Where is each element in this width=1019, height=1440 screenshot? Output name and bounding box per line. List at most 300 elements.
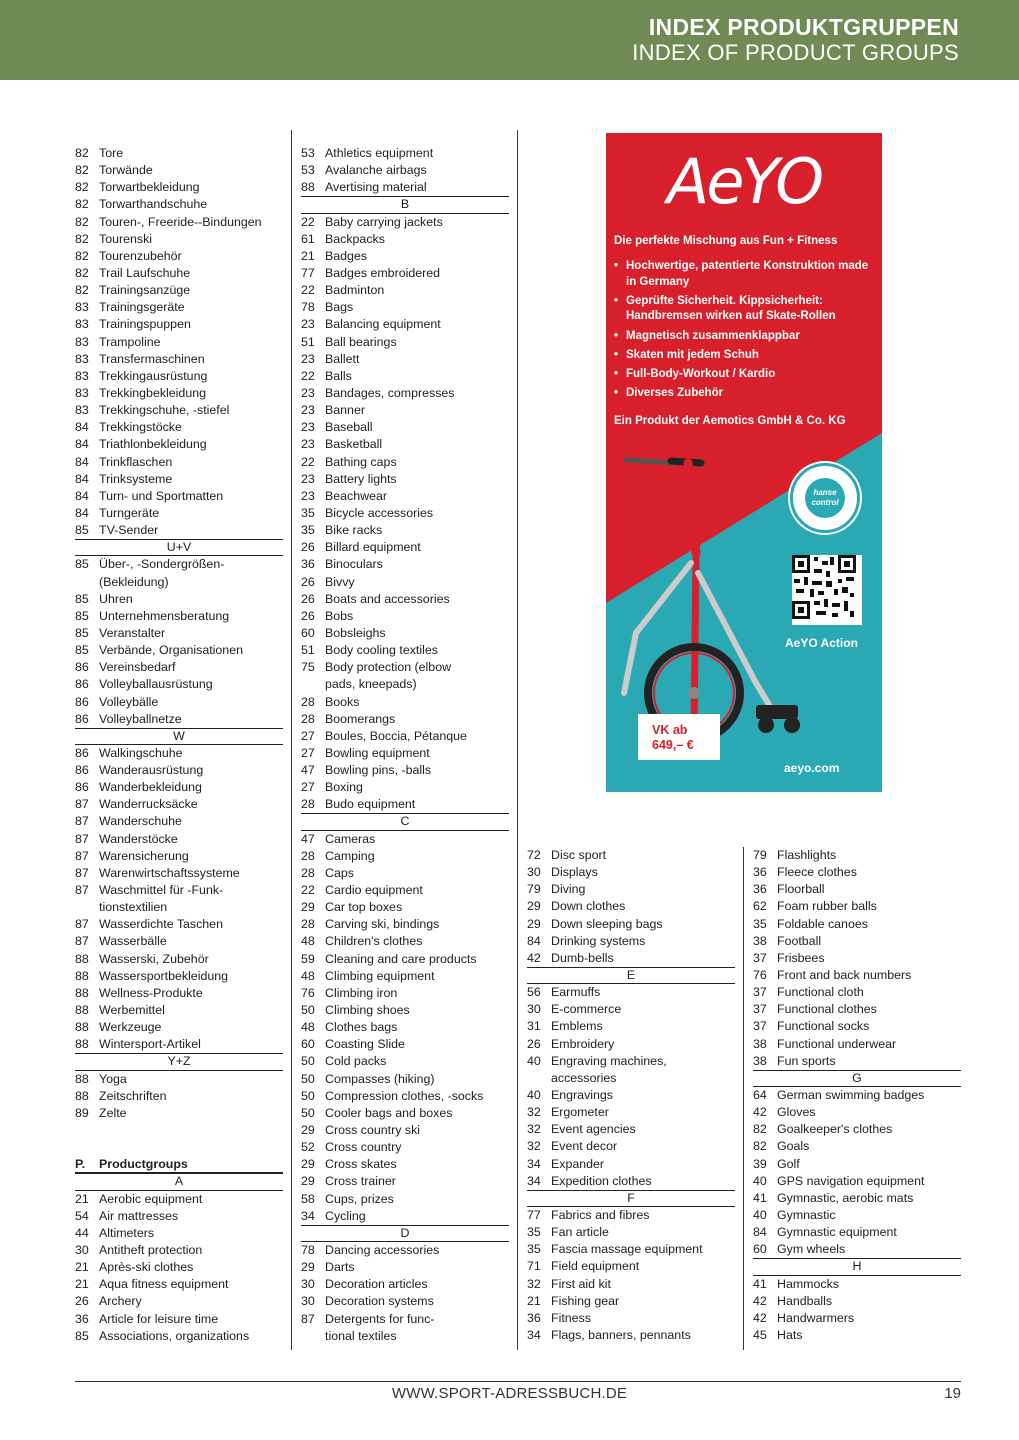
entry-page-number: 48 xyxy=(301,968,315,983)
index-entry xyxy=(301,231,509,248)
index-column-2 xyxy=(301,145,509,1345)
entry-label: Detergents for func- xyxy=(325,1311,435,1326)
entry-page-number: 27 xyxy=(301,728,315,743)
index-entry xyxy=(75,1191,283,1208)
entry-page-number: 85 xyxy=(75,557,89,572)
entry-page-number: 34 xyxy=(527,1156,541,1171)
entry-page-number: 29 xyxy=(527,899,541,914)
entry-label: Trekkingstöcke xyxy=(99,420,182,435)
index-entry xyxy=(75,1328,283,1345)
entry-label: Hammocks xyxy=(777,1276,839,1291)
entry-label: Basketball xyxy=(325,437,383,452)
entry-label: Warensicherung xyxy=(99,848,189,863)
index-entry xyxy=(75,813,283,830)
section-heading xyxy=(75,1156,283,1173)
entry-page-number: 82 xyxy=(75,248,89,263)
entry-label: Turngeräte xyxy=(99,505,160,520)
entry-page-number: 36 xyxy=(527,1310,541,1325)
entry-page-number: 38 xyxy=(753,1036,767,1051)
index-entry xyxy=(75,916,283,933)
entry-page-number: 79 xyxy=(527,882,541,897)
entry-label: Über-, -Sondergrößen- xyxy=(99,557,225,572)
entry-page-number: 37 xyxy=(753,950,767,965)
index-entry xyxy=(75,608,283,625)
entry-page-number: 51 xyxy=(301,334,315,349)
index-entry xyxy=(301,796,509,813)
entry-label: Dumb-bells xyxy=(551,950,614,965)
entry-label: Flags, banners, pennants xyxy=(551,1327,691,1342)
footer-website-link[interactable]: WWW.SPORT-ADRESSBUCH.DE xyxy=(391,1385,628,1402)
entry-page-number: 21 xyxy=(75,1260,89,1275)
index-entry xyxy=(753,1276,961,1293)
entry-label: Trainingsanzüge xyxy=(99,283,191,298)
index-entry xyxy=(753,881,961,898)
index-entry xyxy=(301,985,509,1002)
entry-page-number: 83 xyxy=(75,385,89,400)
index-entry xyxy=(753,1104,961,1121)
entry-page-number: 23 xyxy=(301,488,315,503)
index-entry xyxy=(527,1138,735,1155)
index-entry xyxy=(75,1105,283,1122)
entry-label: Volleyballnetze xyxy=(99,711,182,726)
entry-label: Zelte xyxy=(99,1105,127,1120)
index-entry xyxy=(527,1207,735,1224)
ad-bullet: • Full-Body-Workout / Kardio xyxy=(614,367,876,383)
entry-page-number: 77 xyxy=(527,1207,541,1222)
entry-page-number: 36 xyxy=(301,557,315,572)
entry-page-number: 35 xyxy=(527,1225,541,1240)
index-entry xyxy=(75,385,283,402)
index-entry xyxy=(75,951,283,968)
entry-label: Disc sport xyxy=(551,848,607,862)
index-entry xyxy=(301,1293,509,1310)
index-entry xyxy=(301,916,509,933)
entry-label: Balls xyxy=(325,368,352,383)
letter-divider: C xyxy=(301,813,509,830)
entry-page-number: 75 xyxy=(301,660,315,675)
entry-page-number: 84 xyxy=(75,471,89,486)
entry-label: Yoga xyxy=(99,1071,127,1086)
entry-label: Baby carrying jackets xyxy=(325,214,443,229)
entry-page-number: 60 xyxy=(301,625,315,640)
entry-label: Event decor xyxy=(551,1139,618,1154)
entry-page-number: 86 xyxy=(75,780,89,795)
section-number: P. xyxy=(75,1157,86,1172)
entry-label: Football xyxy=(777,933,822,948)
entry-label: Children's clothes xyxy=(325,934,423,949)
entry-label: Trainingsgeräte xyxy=(99,300,185,315)
index-entry xyxy=(75,968,283,985)
index-entry xyxy=(75,316,283,333)
entry-page-number: 28 xyxy=(301,797,315,812)
entry-label: Volleybälle xyxy=(99,694,159,709)
index-entry xyxy=(75,1036,283,1053)
ad-url-link[interactable]: aeyo.com xyxy=(784,761,840,775)
entry-page-number: 23 xyxy=(301,420,315,435)
entry-label: Fabrics and fibres xyxy=(551,1207,650,1222)
column-divider xyxy=(743,847,744,1350)
entry-page-number: 87 xyxy=(75,917,89,932)
entry-label: Flashlights xyxy=(777,848,837,862)
entry-page-number: 34 xyxy=(527,1173,541,1188)
entry-page-number: 86 xyxy=(75,745,89,760)
index-entry xyxy=(753,1053,961,1070)
entry-page-number: 28 xyxy=(301,917,315,932)
entry-page-number: 86 xyxy=(75,694,89,709)
entry-page-number: 23 xyxy=(301,403,315,418)
index-entry xyxy=(527,1156,735,1173)
entry-page-number: 82 xyxy=(75,163,89,178)
entry-label: Badminton xyxy=(325,283,385,298)
entry-label: Bags xyxy=(325,300,354,315)
aeyo-advertisement[interactable] xyxy=(606,133,882,792)
entry-label: Books xyxy=(325,694,360,709)
index-entry xyxy=(527,1258,735,1275)
spacer xyxy=(75,1122,283,1156)
entry-label: Trinksysteme xyxy=(99,471,173,486)
index-column-3 xyxy=(527,847,735,1344)
entry-page-number: 83 xyxy=(75,403,89,418)
index-entry xyxy=(75,162,283,179)
index-entry xyxy=(75,659,283,676)
header-title-en: INDEX OF PRODUCT GROUPS xyxy=(632,40,959,65)
index-entry xyxy=(753,1036,961,1053)
entry-label: Coasting Slide xyxy=(325,1037,405,1052)
entry-label: Bivvy xyxy=(325,574,355,589)
entry-label: Ergometer xyxy=(551,1105,609,1120)
entry-label: Climbing shoes xyxy=(325,1003,410,1018)
index-entry-continuation xyxy=(75,899,283,916)
index-entry xyxy=(301,368,509,385)
index-entry xyxy=(301,1191,509,1208)
entry-page-number: 76 xyxy=(753,967,767,982)
index-entry xyxy=(75,711,283,728)
index-entry xyxy=(753,1207,961,1224)
index-entry xyxy=(527,898,735,915)
letter-divider: A xyxy=(75,1173,283,1190)
entry-page-number: 29 xyxy=(301,1260,315,1275)
entry-label: Functional clothes xyxy=(777,1002,877,1017)
entry-label: Fitness xyxy=(551,1310,591,1325)
index-entry xyxy=(301,1071,509,1088)
entry-page-number: 22 xyxy=(301,283,315,298)
entry-page-number: 35 xyxy=(527,1242,541,1257)
index-entry xyxy=(527,1327,735,1344)
entry-page-number: 23 xyxy=(301,385,315,400)
index-entry xyxy=(301,968,509,985)
entry-page-number: 37 xyxy=(753,985,767,1000)
entry-label: Foam rubber balls xyxy=(777,899,877,914)
entry-label: Carving ski, bindings xyxy=(325,917,440,932)
entry-page-number: 37 xyxy=(753,1019,767,1034)
entry-page-number: 82 xyxy=(75,283,89,298)
entry-page-number: 89 xyxy=(75,1105,89,1120)
entry-page-number: 84 xyxy=(527,933,541,948)
entry-page-number: 47 xyxy=(301,831,315,846)
index-entry xyxy=(75,1208,283,1225)
index-entry xyxy=(75,985,283,1002)
index-entry xyxy=(301,728,509,745)
index-entry xyxy=(301,1156,509,1173)
entry-label: Gymnastic equipment xyxy=(777,1225,897,1240)
entry-label: Displays xyxy=(551,865,598,880)
index-entry xyxy=(753,1310,961,1327)
entry-page-number: 79 xyxy=(753,848,767,862)
entry-label: Dancing accessories xyxy=(325,1243,440,1257)
entry-label: Après-ski clothes xyxy=(99,1260,194,1275)
entry-page-number: 42 xyxy=(753,1310,767,1325)
entry-page-number: 42 xyxy=(527,950,541,965)
entry-page-number: 84 xyxy=(75,437,89,452)
index-entry xyxy=(301,214,509,231)
entry-label: First aid kit xyxy=(551,1276,611,1291)
entry-page-number: 30 xyxy=(527,865,541,880)
entry-page-number: 21 xyxy=(301,248,315,263)
entry-label: Badges xyxy=(325,248,368,263)
entry-label: Front and back numbers xyxy=(777,967,912,982)
entry-label: Gym wheels xyxy=(777,1242,846,1257)
entry-page-number: 71 xyxy=(527,1259,541,1274)
index-entry xyxy=(301,1036,509,1053)
index-entry xyxy=(527,950,735,967)
index-entry xyxy=(301,179,509,196)
entry-label: Werkzeuge xyxy=(99,1020,162,1035)
index-entry xyxy=(75,796,283,813)
index-entry xyxy=(301,951,509,968)
entry-page-number: 30 xyxy=(75,1243,89,1258)
index-entry xyxy=(753,1001,961,1018)
entry-label: Cameras xyxy=(325,831,376,846)
entry-label: Binoculars xyxy=(325,557,383,572)
index-entry xyxy=(301,865,509,882)
entry-page-number: 85 xyxy=(75,523,89,538)
entry-page-number: 85 xyxy=(75,625,89,640)
index-entry xyxy=(753,967,961,984)
entry-label: Bobsleighs xyxy=(325,625,386,640)
entry-label: Athletics equipment xyxy=(325,146,434,160)
entry-label: accessories xyxy=(551,1070,617,1085)
entry-page-number: 51 xyxy=(301,643,315,658)
entry-page-number: 50 xyxy=(301,1054,315,1069)
entry-label: Tourenzubehör xyxy=(99,248,182,263)
letter-divider: H xyxy=(753,1258,961,1275)
entry-indent xyxy=(75,574,99,591)
index-entry xyxy=(301,779,509,796)
index-entry xyxy=(75,299,283,316)
entry-label: Ball bearings xyxy=(325,334,397,349)
entry-page-number: 88 xyxy=(75,1003,89,1018)
index-entry xyxy=(301,1019,509,1036)
entry-page-number: 35 xyxy=(301,505,315,520)
entry-page-number: 78 xyxy=(301,300,315,315)
entry-label: Boules, Boccia, Pétanque xyxy=(325,728,467,743)
index-entry xyxy=(301,402,509,419)
entry-page-number: 37 xyxy=(753,1002,767,1017)
index-entry xyxy=(75,419,283,436)
entry-page-number: 86 xyxy=(75,660,89,675)
index-entry xyxy=(753,1121,961,1138)
entry-page-number: 47 xyxy=(301,763,315,778)
entry-page-number: 87 xyxy=(75,848,89,863)
entry-label: Fascia massage equipment xyxy=(551,1242,703,1257)
entry-label: Engravings xyxy=(551,1087,613,1102)
entry-label: Handballs xyxy=(777,1293,833,1308)
entry-page-number: 84 xyxy=(75,420,89,435)
entry-label: Wassersportbekleidung xyxy=(99,968,229,983)
entry-label: Unternehmensberatung xyxy=(99,608,230,623)
entry-page-number: 60 xyxy=(753,1242,767,1257)
index-entry xyxy=(301,1242,509,1259)
qr-label: AeYO Action xyxy=(785,636,858,650)
index-entry xyxy=(75,1019,283,1036)
footer-divider xyxy=(75,1381,961,1382)
entry-page-number: 42 xyxy=(753,1293,767,1308)
entry-label: TV-Sender xyxy=(99,523,159,538)
entry-label: Billard equipment xyxy=(325,540,421,555)
index-entry xyxy=(75,831,283,848)
letter-divider: B xyxy=(301,196,509,213)
index-entry xyxy=(527,1241,735,1258)
index-entry xyxy=(301,574,509,591)
page-header xyxy=(0,0,1019,80)
entry-page-number: 28 xyxy=(301,848,315,863)
entry-label: Tore xyxy=(99,146,124,160)
entry-page-number: 82 xyxy=(75,231,89,246)
entry-label: Verbände, Organisationen xyxy=(99,643,243,658)
entry-label: Decoration articles xyxy=(325,1277,428,1292)
index-entry xyxy=(301,299,509,316)
index-entry xyxy=(301,248,509,265)
entry-page-number: 84 xyxy=(75,505,89,520)
entry-page-number: 48 xyxy=(301,1020,315,1035)
index-entry xyxy=(75,694,283,711)
entry-page-number: 26 xyxy=(301,574,315,589)
index-entry xyxy=(75,1242,283,1259)
entry-label: Transfermaschinen xyxy=(99,351,205,366)
entry-page-number: 72 xyxy=(527,848,541,862)
entry-label: Emblems xyxy=(551,1019,603,1034)
entry-label: Waschmittel für -Funk- xyxy=(99,883,224,898)
entry-page-number: 48 xyxy=(301,934,315,949)
aeyo-logo: AeYO xyxy=(666,145,822,218)
entry-label: Expander xyxy=(551,1156,605,1171)
index-entry xyxy=(301,454,509,471)
entry-page-number: 23 xyxy=(301,437,315,452)
entry-label: Goals xyxy=(777,1139,810,1154)
entry-page-number: 52 xyxy=(301,1140,315,1155)
entry-label: Gymnastic xyxy=(777,1207,836,1222)
index-entry xyxy=(75,625,283,642)
entry-page-number: 23 xyxy=(301,317,315,332)
entry-label: Bowling pins, -balls xyxy=(325,763,432,778)
index-entry xyxy=(75,556,283,573)
entry-page-number: 50 xyxy=(301,1071,315,1086)
entry-label: Cleaning and care products xyxy=(325,951,477,966)
entry-page-number: 29 xyxy=(301,1157,315,1172)
entry-page-number: 30 xyxy=(301,1277,315,1292)
ad-bullet: • Hochwertige, patentierte Konstruktion made in Germany xyxy=(614,259,876,290)
index-entry xyxy=(527,1104,735,1121)
entry-page-number: 61 xyxy=(301,231,315,246)
index-entry xyxy=(75,676,283,693)
entry-label: Gloves xyxy=(777,1105,816,1120)
entry-label: Trekkingausrüstung xyxy=(99,368,208,383)
entry-label: Warenwirtschaftssysteme xyxy=(99,865,240,880)
index-entry xyxy=(527,864,735,881)
index-entry xyxy=(301,1105,509,1122)
entry-label: Wasserdichte Taschen xyxy=(99,917,223,932)
index-entry xyxy=(753,916,961,933)
entry-label: Compasses (hiking) xyxy=(325,1071,435,1086)
entry-page-number: 23 xyxy=(301,471,315,486)
index-entry xyxy=(301,1259,509,1276)
entry-page-number: 41 xyxy=(753,1276,767,1291)
index-entry xyxy=(301,488,509,505)
index-entry xyxy=(301,591,509,608)
entry-label: Altimeters xyxy=(99,1225,155,1240)
index-entry xyxy=(527,847,735,864)
entry-label: Cycling xyxy=(325,1208,366,1223)
index-entry xyxy=(301,1053,509,1070)
index-entry xyxy=(301,608,509,625)
entry-label: Bandages, compresses xyxy=(325,385,455,400)
entry-label: Trekkingschuhe, -stiefel xyxy=(99,403,230,418)
entry-label: Climbing iron xyxy=(325,985,398,1000)
entry-label: Uhren xyxy=(99,591,133,606)
index-entry xyxy=(75,642,283,659)
index-entry xyxy=(753,950,961,967)
entry-page-number: 40 xyxy=(753,1173,767,1188)
entry-label: Car top boxes xyxy=(325,900,403,915)
entry-label: Bowling equipment xyxy=(325,745,430,760)
entry-label: Badges embroidered xyxy=(325,265,441,280)
index-entry xyxy=(527,1121,735,1138)
entry-page-number: 82 xyxy=(75,214,89,229)
index-entry xyxy=(75,779,283,796)
index-entry xyxy=(301,933,509,950)
entry-label: Volleyballausrüstung xyxy=(99,677,213,692)
index-entry-continuation xyxy=(301,1328,509,1345)
index-entry xyxy=(527,1018,735,1035)
entry-page-number: 34 xyxy=(301,1208,315,1223)
index-entry-continuation xyxy=(527,1070,735,1087)
index-entry xyxy=(753,984,961,1001)
index-entry xyxy=(75,1311,283,1328)
entry-label: Avertising material xyxy=(325,180,427,195)
entry-label: Trainingspuppen xyxy=(99,317,191,332)
entry-page-number: 23 xyxy=(301,351,315,366)
entry-page-number: 29 xyxy=(301,900,315,915)
entry-page-number: 84 xyxy=(75,454,89,469)
index-entry xyxy=(75,368,283,385)
entry-label: Torwartbekleidung xyxy=(99,180,200,195)
index-entry xyxy=(75,1259,283,1276)
entry-page-number: 41 xyxy=(753,1190,767,1205)
entry-page-number: 42 xyxy=(753,1105,767,1120)
entry-page-number: 88 xyxy=(75,1020,89,1035)
entry-page-number: 26 xyxy=(301,591,315,606)
ad-background xyxy=(606,133,882,792)
index-entry xyxy=(75,591,283,608)
index-column-4 xyxy=(753,847,961,1344)
entry-label: Cardio equipment xyxy=(325,883,423,898)
index-entry xyxy=(75,882,283,899)
entry-label: Budo equipment xyxy=(325,797,416,812)
entry-label: Turn- und Sportmatten xyxy=(99,488,224,503)
entry-page-number: 86 xyxy=(75,677,89,692)
qr-code-icon[interactable] xyxy=(792,555,862,625)
index-entry xyxy=(753,933,961,950)
